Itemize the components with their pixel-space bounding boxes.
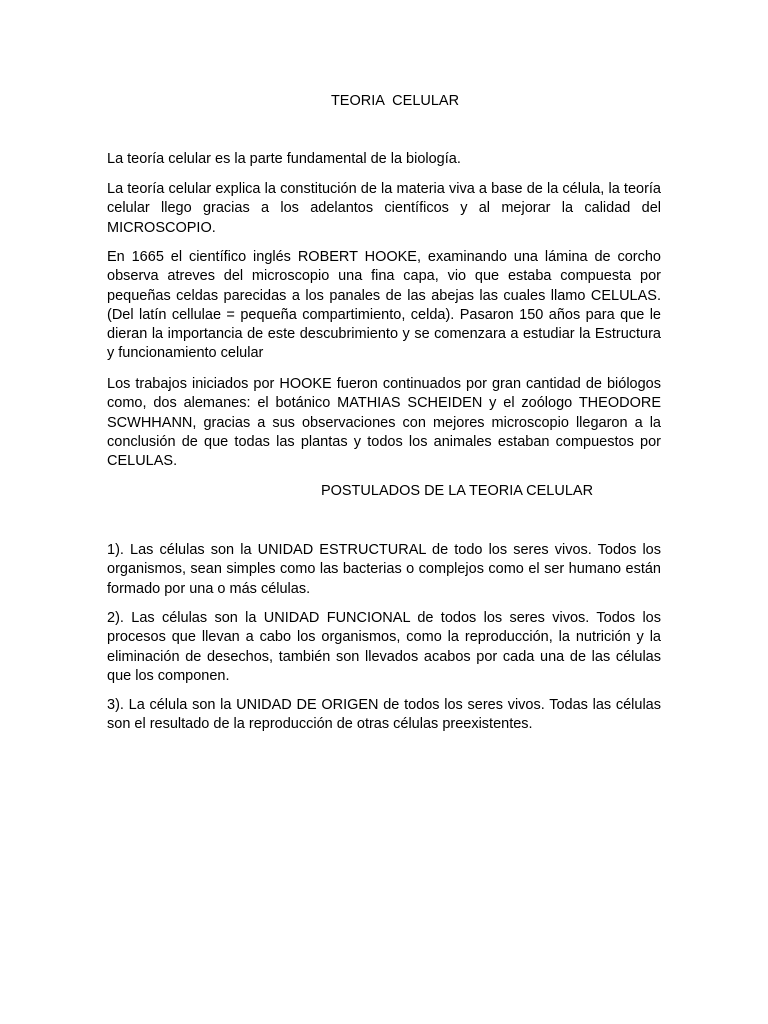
postulates-heading: POSTULADOS DE LA TEORIA CELULAR [320,483,594,499]
paragraph-hooke: En 1665 el científico inglés ROBERT HOOKE, examinando una lámina de corcho observa atreves del microscopio una fina capa, vio que estaba compuesta por pequeñas celdas parecidas a los panales de las abejas las cuales llamo CELULAS. (Del latín cellulae = pequeña compartimiento, celda). Pasaron 150 años para que le dieran la importancia de este descubrimiento y se comenzara a estudiar la Estructura y funcionamiento celular [107,249,661,362]
postulate-item-structural: 1). Las células son la UNIDAD ESTRUCTURAL de todo los seres vivos. Todos los organismos, sean simples como las bacterias o complejos como el ser humano están formado por una o más células. [107,542,661,597]
postulate-item-origin: 3). La célula son la UNIDAD DE ORIGEN de todos los seres vivos. Todas las células son el resultado de la reproducción de otras células preexistentes. [107,697,661,733]
paragraph-intro: La teoría celular es la parte fundamental de la biología. [107,151,461,167]
postulate-item-functional: 2). Las células son la UNIDAD FUNCIONAL de todos los seres vivos. Todos los procesos que llevan a cabo los organismos, como la reproducción, la nutrición y la eliminación de desechos, también son llevados acabos por cada una de las células que los componen. [107,610,661,684]
paragraph-constitution: La teoría celular explica la constitución de la materia viva a base de la célula, la teoría celular llego gracias a los adelantos científicos y al mejorar la calidad del MICROSCOPIO. [107,181,661,236]
document-title: TEORIA CELULAR [330,93,460,109]
paragraph-german-biologists: Los trabajos iniciados por HOOKE fueron continuados por gran cantidad de biólogos como, dos alemanes: el botánico MATHIAS SCHEIDEN y el zoólogo THEODORE SCWHHANN, gracias a sus observaciones con mejores microscopio llegaron a la conclusión de que todas las plantas y todos los animales estaban compuestos por CELULAS. [107,376,661,470]
